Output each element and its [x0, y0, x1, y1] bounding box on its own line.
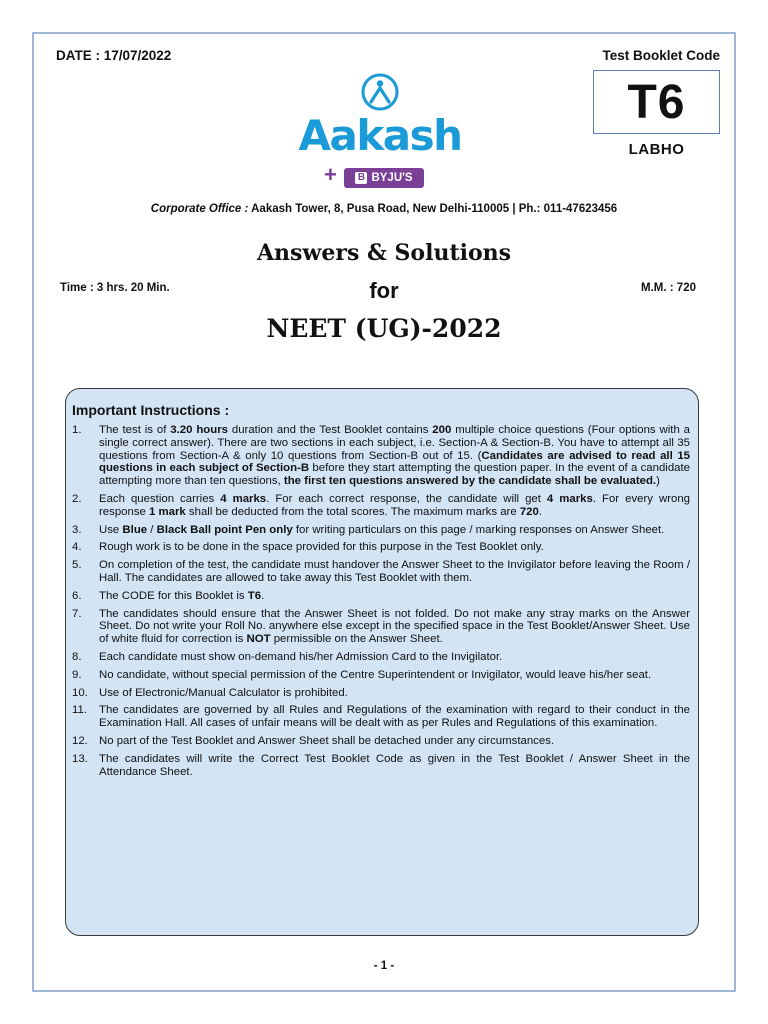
- instruction-text: [99, 559, 690, 585]
- instruction-segment: /: [147, 523, 157, 536]
- instruction-number: 11.: [72, 704, 87, 717]
- corporate-office-address: Aakash Tower, 8, Pusa Road, New Delhi-110005 | Ph.: 011-47623456: [251, 203, 618, 215]
- instruction-segment: before they start attempting the question paper. In the event of a candidate attempting more than ten questions,: [99, 462, 691, 488]
- aakash-byjus-logo: [290, 72, 470, 196]
- instruction-emphasis: 3.20 hours: [170, 424, 228, 436]
- logo-plus-sign: +: [324, 162, 337, 187]
- instruction-emphasis: T6: [247, 589, 262, 602]
- instruction-segment: No candidate, without special permission of the Centre Superintendent or Invigilator, would leave his/her seat.: [99, 668, 652, 681]
- instruction-item: [72, 541, 690, 554]
- instruction-item: [72, 735, 690, 748]
- instruction-segment: for writing particulars on this page / marking responses on Answer Sheet.: [292, 523, 665, 536]
- instruction-number: 4.: [72, 541, 82, 554]
- instruction-number: 13.: [72, 752, 88, 765]
- instruction-segment: . For every wrong response: [99, 492, 691, 518]
- byjus-initial: B: [355, 172, 367, 184]
- instruction-segment: Use of Electronic/Manual Calculator is prohibited.: [99, 686, 348, 699]
- instructions-list: [72, 424, 690, 778]
- instruction-number: 10.: [72, 686, 88, 699]
- instruction-segment: multiple choice questions (Four options with a single correct answer). There are two sections in each subject, i.e. Section-A & Section-B. You have to attempt all 35 questions from Section-A & only 10 questions from Section-B out of 15. (: [99, 424, 690, 462]
- instruction-segment: permissible on the Answer Sheet.: [270, 633, 443, 646]
- instruction-segment: . For each correct response, the candidate will get: [266, 492, 547, 505]
- instruction-text: [99, 687, 690, 700]
- instruction-emphasis: 720: [519, 505, 539, 518]
- instruction-emphasis: Black Ball point Pen only: [156, 523, 293, 536]
- instruction-text: [99, 735, 690, 748]
- corporate-office-label: Corporate Office :: [150, 203, 249, 215]
- instruction-text: [99, 704, 690, 730]
- instruction-item: [72, 493, 690, 519]
- instructions-heading: Important Instructions :: [72, 402, 230, 418]
- instruction-text: [99, 608, 690, 646]
- instruction-number: 8.: [72, 650, 82, 663]
- instruction-segment: The candidates will write the Correct Test Booklet Code as given in the Test Booklet / Answer Sheet in the Attendance Sheet.: [99, 752, 690, 778]
- instruction-item: [72, 651, 690, 664]
- instruction-text: [99, 424, 690, 488]
- instruction-item: [72, 608, 690, 646]
- instruction-item: [72, 590, 690, 603]
- instruction-segment: On completion of the test, the candidate must handover the Answer Sheet to the Invigilator before leaving the Room / Hall. The candidates are allowed to take away this Test Booklet with them.: [99, 559, 690, 584]
- maximum-marks: M.M. : 720: [641, 282, 696, 294]
- instruction-number: 5.: [72, 559, 82, 572]
- page-number: - 1 -: [373, 960, 395, 972]
- instruction-emphasis: Candidates are advised to read all 15 questions in each subject of Section-B: [99, 449, 690, 475]
- booklet-name: LABHO: [628, 141, 685, 158]
- aakash-wordmark: Aakash: [298, 111, 462, 160]
- instruction-number: 9.: [72, 668, 82, 681]
- booklet-code-box: [593, 70, 720, 134]
- instruction-number: 1.: [72, 424, 82, 436]
- instruction-emphasis: 200: [432, 424, 452, 436]
- instruction-text: [99, 493, 690, 519]
- instruction-segment: The test is of: [99, 424, 171, 436]
- document-title: Answers & Solutions: [256, 240, 512, 266]
- instruction-segment: .: [538, 505, 543, 518]
- instruction-number: 3.: [72, 523, 82, 536]
- instruction-segment: ): [656, 475, 660, 488]
- instruction-text: [99, 541, 690, 554]
- booklet-code: T6: [627, 75, 686, 129]
- instruction-emphasis: Blue: [122, 523, 148, 536]
- instruction-emphasis: the first ten questions answered by the candidate shall be evaluated.: [283, 475, 657, 488]
- instruction-item: [72, 687, 690, 700]
- instruction-emphasis: 4 marks: [546, 492, 593, 505]
- instruction-segment: No part of the Test Booklet and Answer Sheet shall be detached under any circumstances.: [99, 734, 555, 747]
- instruction-segment: The CODE for this Booklet is: [99, 589, 248, 602]
- instruction-text: [99, 590, 690, 603]
- instruction-item: [72, 753, 690, 779]
- instruction-item: [72, 669, 690, 682]
- instruction-segment: .: [261, 589, 265, 602]
- instruction-number: 7.: [72, 607, 82, 620]
- byjus-wordmark: BYJU'S: [371, 172, 413, 184]
- instruction-segment: Each question carries: [99, 492, 221, 505]
- instruction-text: [99, 753, 690, 779]
- instruction-number: 12.: [72, 734, 88, 747]
- instruction-segment: shall be deducted from the total scores. The maximum marks are: [185, 505, 520, 518]
- instruction-item: [72, 559, 690, 585]
- instruction-segment: Rough work is to be done in the space provided for this purpose in the Test Booklet only.: [99, 541, 544, 554]
- instruction-segment: The candidates are governed by all Rules and Regulations of the examination with regard to their conduct in the Examination Hall. All cases of unfair means will be dealt with as per Rules and Regulations of this examination.: [99, 704, 690, 730]
- instructions-panel: [65, 388, 699, 936]
- instruction-emphasis: 1 mark: [149, 505, 186, 518]
- document-title-connector: for: [369, 278, 399, 303]
- instruction-segment: Use: [99, 523, 123, 536]
- exam-date: DATE : 17/07/2022: [56, 48, 172, 63]
- exam-duration: Time : 3 hrs. 20 Min.: [60, 282, 170, 294]
- instruction-segment: duration and the Test Booklet contains: [227, 424, 433, 436]
- booklet-code-label: Test Booklet Code: [602, 48, 720, 63]
- instruction-text: [99, 669, 690, 682]
- instruction-segment: Each candidate must show on-demand his/her Admission Card to the Invigilator.: [99, 650, 503, 663]
- aakash-figure-icon: [360, 72, 400, 112]
- instruction-segment: The candidates should ensure that the Answer Sheet is not folded. Do not make any stray marks on the Answer Sheet. Do not write your Roll No. anywhere else except in the specified space in the Test Booklet/Answer Sheet. Use of white fluid for correction is: [99, 607, 690, 646]
- instruction-item: [72, 704, 690, 730]
- corporate-office-line: [0, 203, 768, 215]
- exam-name: NEET (UG)-2022: [266, 314, 502, 343]
- instruction-item: [72, 524, 690, 537]
- byjus-badge: [344, 168, 424, 188]
- instruction-text: [99, 524, 690, 537]
- instruction-number: 2.: [72, 492, 82, 505]
- instruction-emphasis: 4 marks: [220, 492, 267, 505]
- instruction-emphasis: NOT: [246, 633, 271, 646]
- instruction-item: [72, 424, 690, 488]
- instruction-number: 6.: [72, 589, 82, 602]
- instruction-text: [99, 651, 690, 664]
